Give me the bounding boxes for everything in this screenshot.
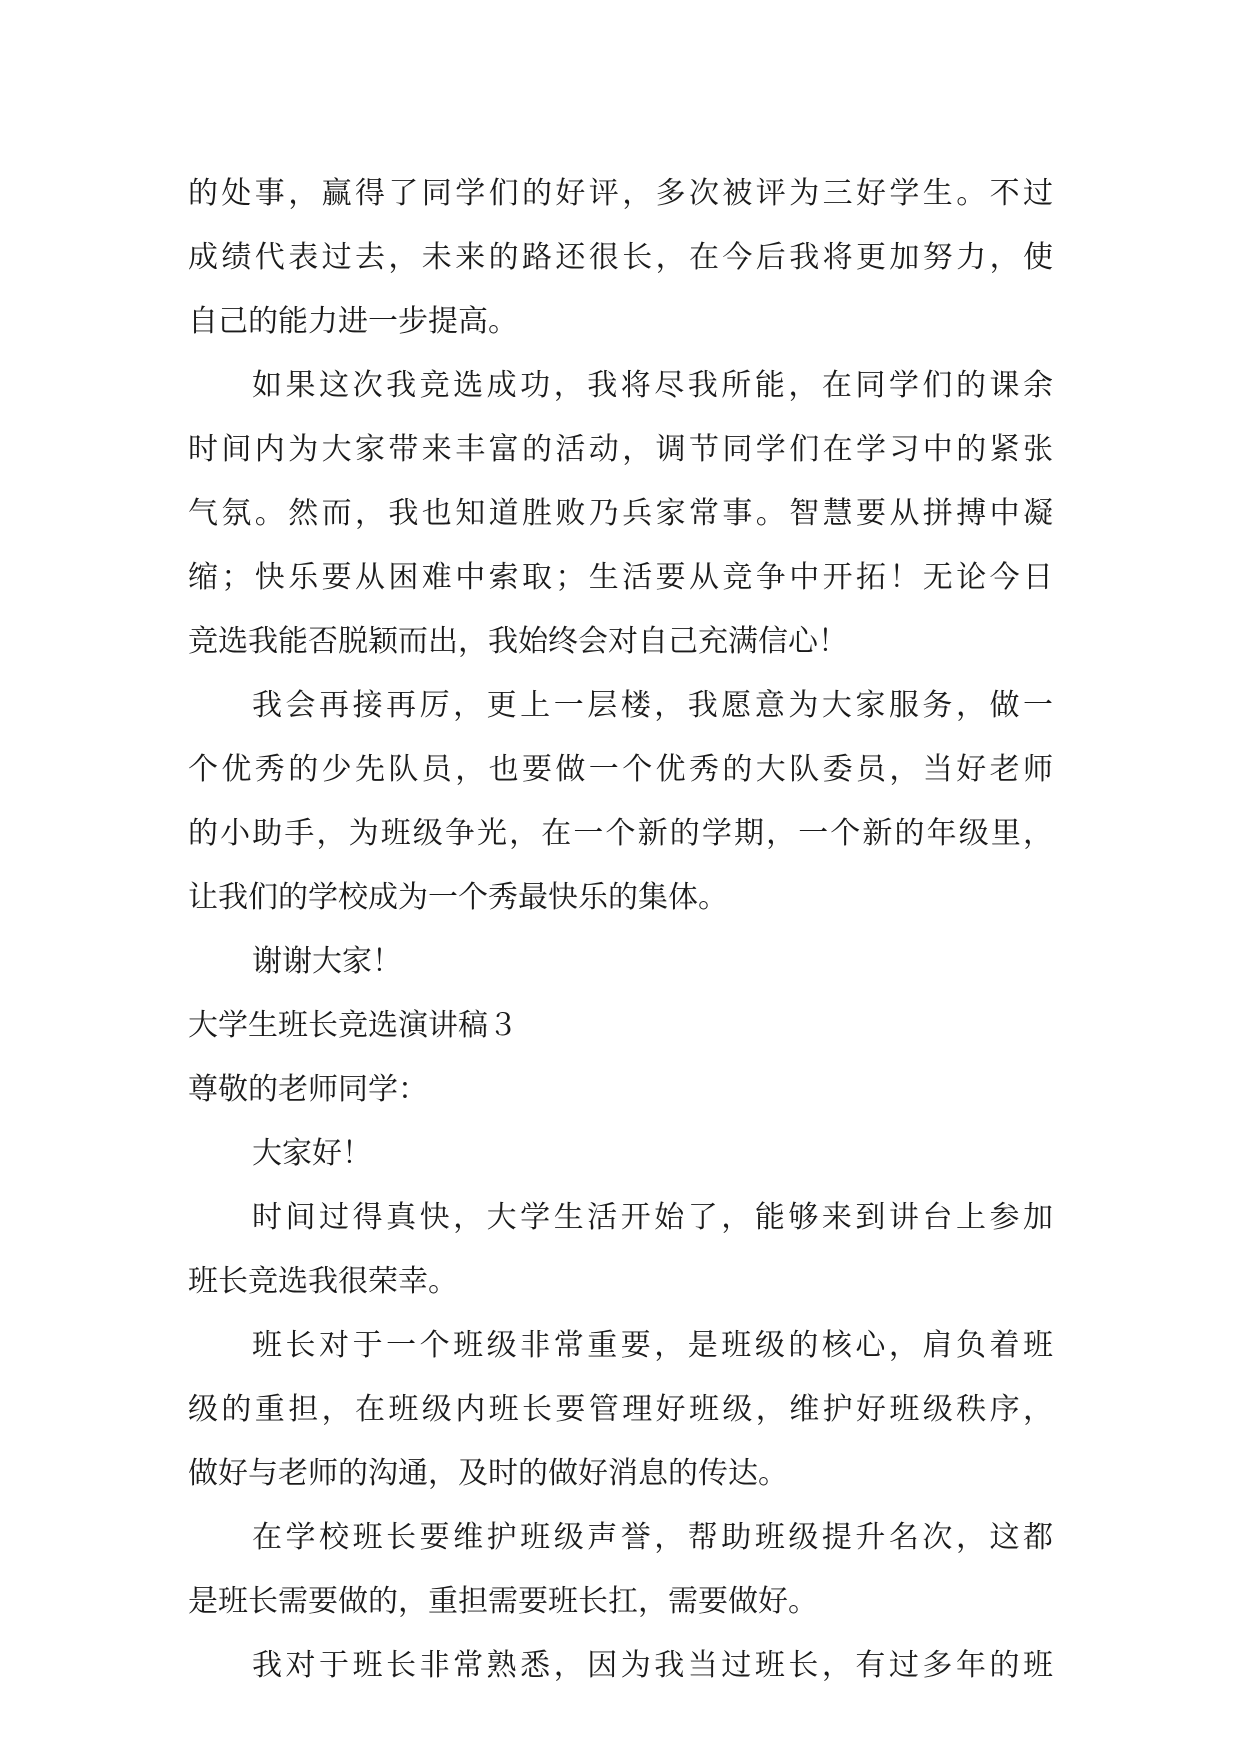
paragraph-first-line: 在学校班长要维护班级声誉，帮助班级提升名次，这都 bbox=[252, 1520, 1053, 1555]
text-line: 缩；快乐要从困难中索取；生活要从竞争中开拓！无论今日 bbox=[188, 560, 1053, 595]
text-line: 做好与老师的沟通，及时的做好消息的传达。 bbox=[188, 1456, 788, 1491]
paragraph-first-line: 时间过得真快，大学生活开始了，能够来到讲台上参加 bbox=[252, 1200, 1053, 1235]
text-line: 个优秀的少先队员，也要做一个优秀的大队委员，当好老师 bbox=[188, 752, 1053, 787]
text-line: 的小助手，为班级争光，在一个新的学期，一个新的年级里， bbox=[188, 816, 1053, 851]
text-line: 让我们的学校成为一个秀最快乐的集体。 bbox=[188, 880, 728, 915]
text-line: 班长竞选我很荣幸。 bbox=[188, 1264, 458, 1299]
paragraph-first-line: 班长对于一个班级非常重要，是班级的核心，肩负着班 bbox=[252, 1328, 1053, 1363]
text-line: 时间内为大家带来丰富的活动，调节同学们在学习中的紧张 bbox=[188, 432, 1053, 467]
text-line: 气氛。然而，我也知道胜败乃兵家常事。智慧要从拼搏中凝 bbox=[188, 496, 1053, 531]
text-line: 是班长需要做的，重担需要班长扛，需要做好。 bbox=[188, 1584, 818, 1619]
salutation: 尊敬的老师同学： bbox=[188, 1072, 428, 1107]
greeting: 大家好！ bbox=[252, 1136, 372, 1171]
text-line: 竞选我能否脱颖而出，我始终会对自己充满信心！ bbox=[188, 624, 848, 659]
document-body bbox=[188, 162, 1053, 1698]
section-heading: 大学生班长竞选演讲稿３ bbox=[188, 1008, 518, 1043]
closing-thanks: 谢谢大家！ bbox=[252, 944, 402, 979]
paragraph-first-line: 我对于班长非常熟悉，因为我当过班长，有过多年的班 bbox=[252, 1648, 1053, 1683]
paragraph-first-line: 我会再接再厉，更上一层楼，我愿意为大家服务，做一 bbox=[252, 688, 1053, 723]
text-line: 成绩代表过去，未来的路还很长，在今后我将更加努力，使 bbox=[188, 240, 1053, 275]
text-line: 的处事，赢得了同学们的好评，多次被评为三好学生。不过 bbox=[188, 176, 1053, 211]
text-line: 自己的能力进一步提高。 bbox=[188, 304, 518, 339]
text-line: 级的重担，在班级内班长要管理好班级，维护好班级秩序， bbox=[188, 1392, 1053, 1427]
paragraph-first-line: 如果这次我竞选成功，我将尽我所能，在同学们的课余 bbox=[252, 368, 1053, 403]
